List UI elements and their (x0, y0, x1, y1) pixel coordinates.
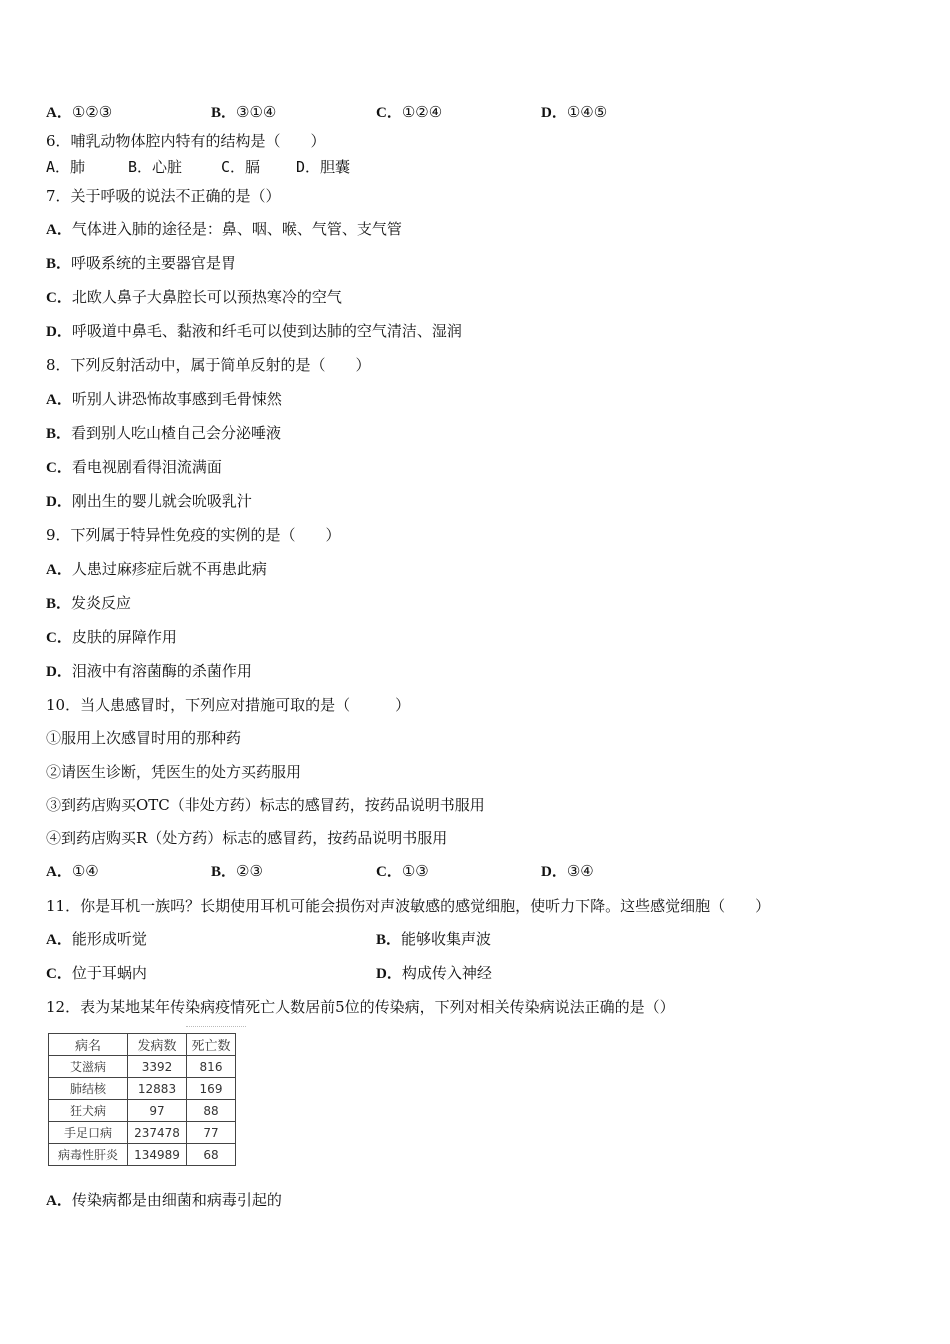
cell-deaths: 88 (187, 1100, 236, 1122)
q11-option-b: B．能够收集声波 (376, 930, 492, 948)
cell-disease: 病毒性肝炎 (49, 1144, 128, 1166)
table-row (49, 1056, 236, 1078)
q7-option-d: D．呼吸道中鼻毛、黏液和纤毛可以使到达肺的空气清洁、湿润 (46, 322, 462, 340)
cell-deaths: 169 (187, 1078, 236, 1100)
table-row (49, 1078, 236, 1100)
q12-option-a: A．传染病都是由细菌和病毒引起的 (46, 1191, 282, 1209)
q8-option-a: A．听别人讲恐怖故事感到毛骨悚然 (46, 390, 282, 408)
q7-option-a: A．气体进入肺的途径是：鼻、咽、喉、气管、支气管 (46, 220, 402, 238)
table-row (49, 1122, 236, 1144)
q8-stem: 8．下列反射活动中，属于简单反射的是（ ） (46, 356, 371, 374)
q10-statement-2: ②请医生诊断，凭医生的处方买药服用 (46, 763, 302, 781)
cell-cases: 97 (128, 1100, 187, 1122)
q9-option-d: D．泪液中有溶菌酶的杀菌作用 (46, 662, 252, 680)
q10-statement-1: ①服用上次感冒时用的那种药 (46, 729, 242, 747)
table-row (49, 1100, 236, 1122)
q5-option-a: A．①②③ (46, 103, 113, 121)
q10-stem: 10．当人患感冒时，下列应对措施可取的是（ ） (46, 696, 411, 714)
q12-stem: 12．表为某地某年传染病疫情死亡人数居前5位的传染病，下列对相关传染病说法正确的是（） (46, 998, 675, 1016)
table-row (49, 1144, 236, 1166)
q9-option-b: B．发炎反应 (46, 594, 132, 612)
q8-option-c: C．看电视剧看得泪流满面 (46, 458, 222, 476)
q6-option-a: A．肺 (46, 158, 86, 176)
header-cases: 发病数 (128, 1034, 187, 1056)
cell-deaths: 816 (187, 1056, 236, 1078)
q6-option-d: D．胆囊 (296, 158, 351, 176)
cell-cases: 134989 (128, 1144, 187, 1166)
q5-option-b: B．③①④ (211, 103, 277, 121)
cell-disease: 肺结核 (49, 1078, 128, 1100)
cell-cases: 3392 (128, 1056, 187, 1078)
q6-option-c: C．膈 (221, 158, 261, 176)
q5-option-c: C．①②④ (376, 103, 443, 121)
q11-option-c: C．位于耳蜗内 (46, 964, 147, 982)
q7-option-c: C．北欧人鼻子大鼻腔长可以预热寒冷的空气 (46, 288, 342, 306)
q6-option-b: B．心脏 (128, 158, 183, 176)
q7-stem: 7．关于呼吸的说法不正确的是（） (46, 187, 281, 205)
q10-option-d: D．③④ (541, 862, 594, 880)
scan-artifact (186, 1026, 246, 1030)
q11-option-d: D．构成传入神经 (376, 964, 492, 982)
q6-stem: 6．哺乳动物体腔内特有的结构是（ ） (46, 132, 326, 150)
q11-stem: 11．你是耳机一族吗？长期使用耳机可能会损伤对声波敏感的感觉细胞，使听力下降。这些感觉细胞（ ） (46, 897, 771, 915)
cell-deaths: 77 (187, 1122, 236, 1144)
q8-option-b: B．看到别人吃山楂自己会分泌唾液 (46, 424, 282, 442)
cell-disease: 艾滋病 (49, 1056, 128, 1078)
cell-disease: 狂犬病 (49, 1100, 128, 1122)
q9-option-a: A．人患过麻疹症后就不再患此病 (46, 560, 267, 578)
q8-option-d: D．刚出生的婴儿就会吮吸乳汁 (46, 492, 252, 510)
disease-table (48, 1033, 236, 1166)
q10-option-a: A．①④ (46, 862, 99, 880)
q9-stem: 9．下列属于特异性免疫的实例的是（ ） (46, 526, 341, 544)
header-deaths: 死亡数 (187, 1034, 236, 1056)
q10-statement-4: ④到药店购买R（处方药）标志的感冒药，按药品说明书服用 (46, 829, 448, 847)
q7-option-b: B．呼吸系统的主要器官是胃 (46, 254, 237, 272)
cell-cases: 237478 (128, 1122, 187, 1144)
header-disease-name: 病名 (49, 1034, 128, 1056)
q10-statement-3: ③到药店购买OTC（非处方药）标志的感冒药，按药品说明书服用 (46, 796, 485, 814)
q9-option-c: C．皮肤的屏障作用 (46, 628, 177, 646)
q5-option-d: D．①④⑤ (541, 103, 608, 121)
table-header-row (49, 1034, 236, 1056)
cell-cases: 12883 (128, 1078, 187, 1100)
cell-disease: 手足口病 (49, 1122, 128, 1144)
q10-option-b: B．②③ (211, 862, 263, 880)
q10-option-c: C．①③ (376, 862, 429, 880)
cell-deaths: 68 (187, 1144, 236, 1166)
q11-option-a: A．能形成听觉 (46, 930, 147, 948)
disease-data-table (48, 1033, 236, 1166)
